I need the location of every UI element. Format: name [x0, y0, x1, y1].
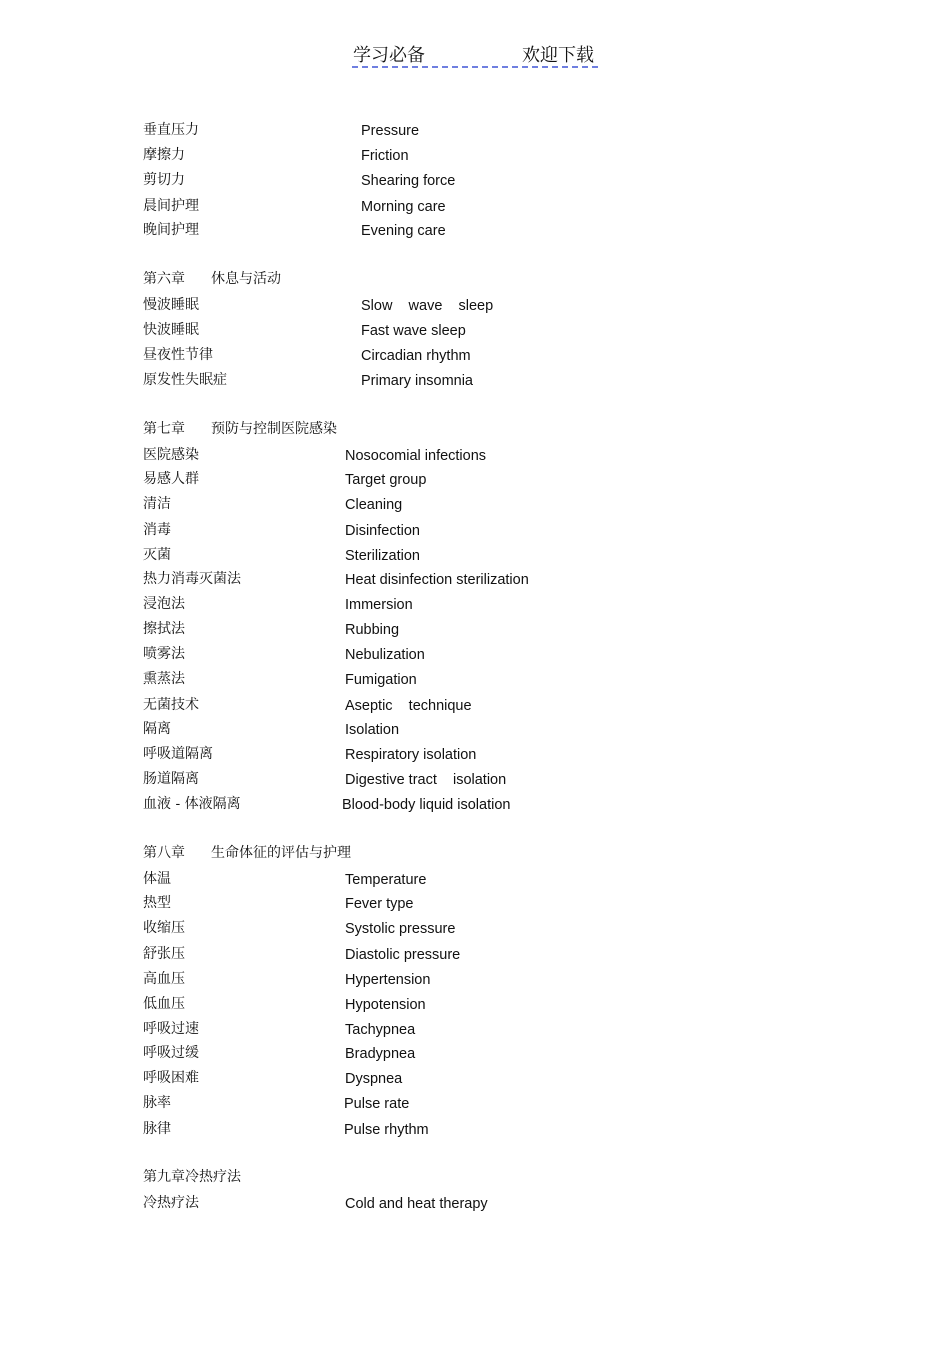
term-english: Heat disinfection sterilization: [345, 572, 529, 588]
term-english: Disinfection: [345, 523, 420, 539]
term-english: Target group: [345, 472, 427, 488]
term-english: Slow wave sleep: [361, 298, 494, 314]
term-english: Blood-body liquid isolation: [342, 797, 511, 813]
term-english: Morning care: [361, 199, 446, 215]
term-chinese: 清洁: [143, 496, 171, 512]
term-chinese: 体温: [143, 871, 171, 887]
term-chinese: 呼吸过速: [143, 1021, 199, 1037]
term-english: Fast wave sleep: [361, 323, 466, 339]
chapter-number: 第九章冷热疗法: [143, 1169, 241, 1185]
term-english: Immersion: [345, 597, 413, 613]
term-chinese: 热型: [143, 895, 171, 911]
term-english: Dyspnea: [345, 1071, 403, 1087]
term-english: Friction: [361, 148, 409, 164]
term-chinese: 原发性失眠症: [143, 372, 227, 388]
term-english: Isolation: [345, 722, 400, 738]
term-chinese: 血液 - 体液隔离: [143, 796, 241, 812]
term-english: Respiratory isolation: [345, 747, 477, 763]
term-chinese: 昼夜性节律: [143, 347, 213, 363]
term-chinese: 易感人群: [143, 471, 199, 487]
term-english: Hypertension: [345, 972, 431, 988]
term-english: Digestive tract isolation: [345, 772, 507, 788]
term-chinese: 快波睡眠: [143, 322, 199, 338]
term-english: Evening care: [361, 223, 446, 239]
term-chinese: 肠道隔离: [143, 771, 199, 787]
term-chinese: 晨间护理: [143, 198, 199, 214]
term-english: Fever type: [345, 896, 414, 912]
term-chinese: 浸泡法: [143, 596, 185, 612]
term-chinese: 呼吸道隔离: [143, 746, 213, 762]
term-english: Cold and heat therapy: [345, 1196, 488, 1212]
term-chinese: 舒张压: [143, 946, 185, 962]
term-chinese: 慢波睡眠: [143, 297, 199, 313]
term-chinese: 收缩压: [143, 920, 185, 936]
page-header: [352, 40, 598, 68]
term-chinese: 高血压: [143, 971, 185, 987]
term-chinese: 隔离: [143, 721, 171, 737]
term-chinese: 脉律: [143, 1121, 171, 1137]
term-english: Aseptic technique: [345, 698, 472, 714]
term-english: Pulse rate: [344, 1096, 410, 1112]
term-english: Circadian rhythm: [361, 348, 471, 364]
term-english: Pressure: [361, 123, 420, 139]
term-english: Temperature: [345, 872, 427, 888]
chapter-heading: [143, 844, 351, 862]
term-english: Diastolic pressure: [345, 947, 461, 963]
term-chinese: 垂直压力: [143, 122, 199, 138]
term-chinese: 灭菌: [143, 547, 171, 563]
term-english: Hypotension: [345, 997, 426, 1013]
term-english: Cleaning: [345, 497, 403, 513]
term-chinese: 摩擦力: [143, 147, 185, 163]
term-chinese: 无菌技术: [143, 697, 199, 713]
term-chinese: 熏蒸法: [143, 671, 185, 687]
term-english: Nosocomial infections: [345, 448, 487, 464]
term-chinese: 呼吸过缓: [143, 1045, 199, 1061]
chapter-title: 生命体征的评估与护理: [211, 845, 351, 861]
term-chinese: 消毒: [143, 522, 171, 538]
chapter-heading: [143, 270, 281, 288]
header-left-text: 学习必备: [353, 45, 425, 66]
chapter-number: 第八章: [143, 845, 185, 861]
term-english: Tachypnea: [345, 1022, 416, 1038]
term-chinese: 热力消毒灭菌法: [143, 571, 241, 587]
term-chinese: 晚间护理: [143, 222, 199, 238]
term-chinese: 脉率: [143, 1095, 171, 1111]
chapter-number: 第六章: [143, 271, 185, 287]
chapter-heading: [143, 420, 337, 438]
header-right-text: 欢迎下载: [522, 45, 594, 66]
chapter-title: 预防与控制医院感染: [211, 421, 337, 437]
term-english: Primary insomnia: [361, 373, 473, 389]
term-chinese: 低血压: [143, 996, 185, 1012]
term-chinese: 擦拭法: [143, 621, 185, 637]
term-english: Pulse rhythm: [344, 1122, 429, 1138]
term-english: Bradypnea: [345, 1046, 416, 1062]
term-english: Fumigation: [345, 672, 417, 688]
term-chinese: 剪切力: [143, 172, 185, 188]
term-english: Sterilization: [345, 548, 420, 564]
chapter-number: 第七章: [143, 421, 185, 437]
term-english: Rubbing: [345, 622, 400, 638]
term-english: Shearing force: [361, 173, 456, 189]
term-english: Nebulization: [345, 647, 425, 663]
term-english: Systolic pressure: [345, 921, 456, 937]
term-chinese: 喷雾法: [143, 646, 185, 662]
term-chinese: 医院感染: [143, 447, 199, 463]
term-chinese: 冷热疗法: [143, 1195, 199, 1211]
term-chinese: 呼吸困难: [143, 1070, 199, 1086]
chapter-title: 休息与活动: [211, 271, 281, 287]
chapter-heading: [143, 1168, 241, 1186]
